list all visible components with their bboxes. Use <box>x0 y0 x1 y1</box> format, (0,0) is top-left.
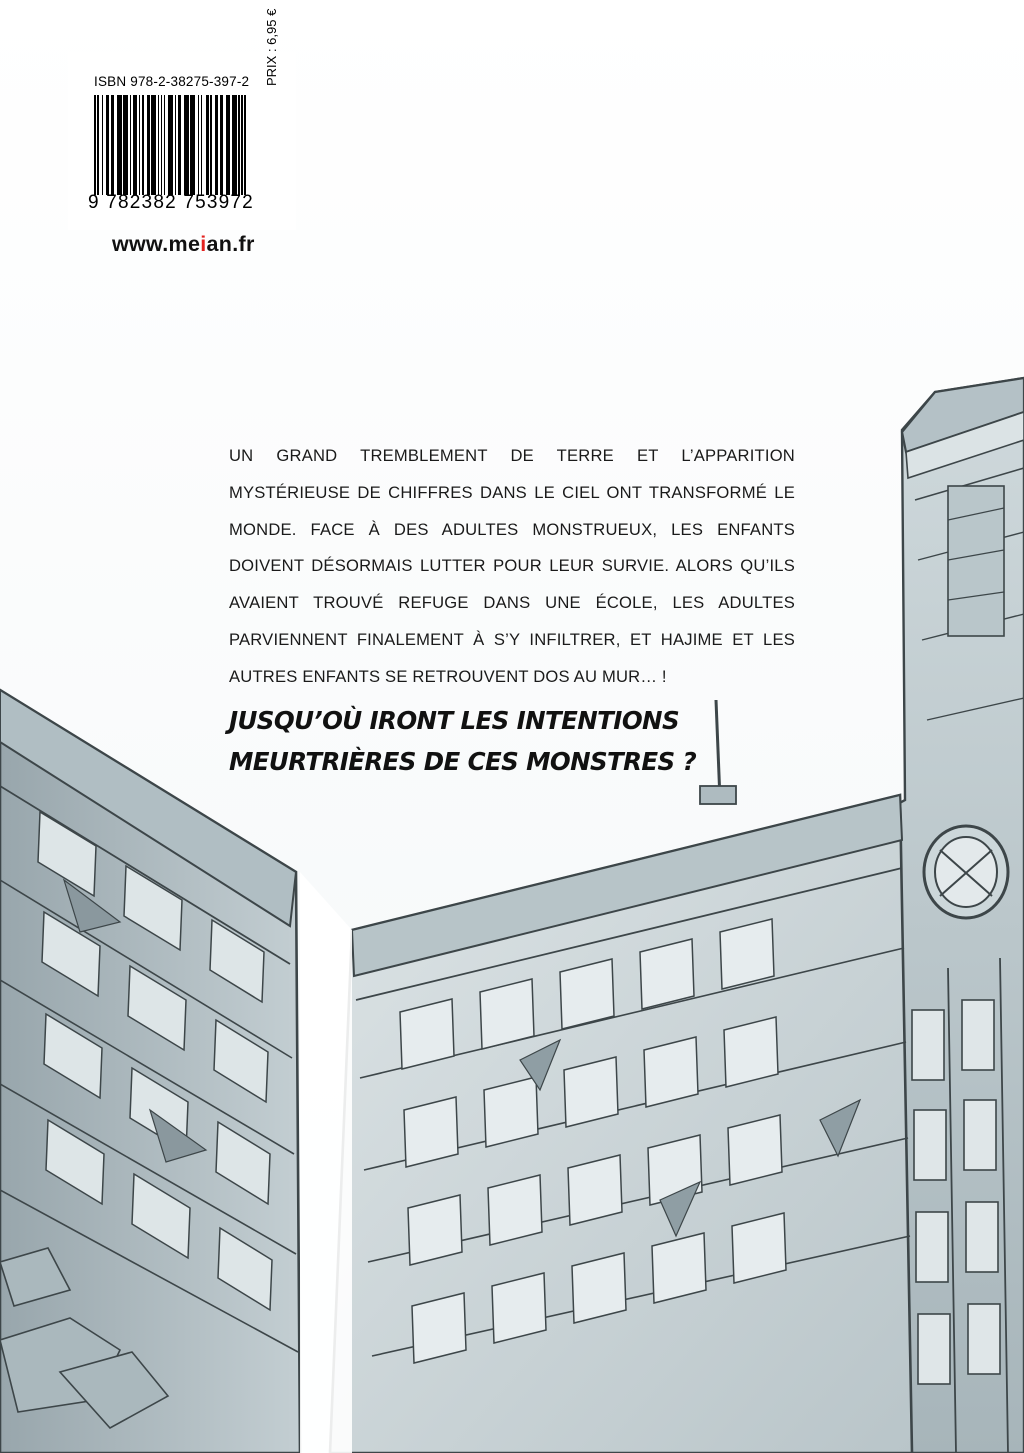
website-prefix: www.me <box>112 232 201 256</box>
price-label: PRIX : 6,95 € <box>264 8 279 86</box>
barcode-digits: 9 782382 753972 <box>88 192 254 213</box>
barcode-block <box>68 8 296 230</box>
blurb-text: UN GRAND TREMBLEMENT DE TERRE ET L’APPARITION MYSTÉRIEUSE DE CHIFFRES DANS LE CIEL ONT TRANSFORMÉ LE MONDE. FACE À DES ADULTES MONSTRUEUX, LES ENFANTS DOIVENT DÉSORMAIS LUTTER POUR LEUR SURVIE. ALORS QU’ILS AVAIENT TROUVÉ REFUGE DANS UNE ÉCOLE, LES ADULTES PARVIENNENT FINALEMENT À S’Y INFILTRER, ET HAJIME ET LES AUTRES ENFANTS SE RETROUVENT DOS AU MUR… ! <box>229 446 795 686</box>
blurb-block <box>229 438 795 696</box>
website-accent-letter: i <box>200 232 207 256</box>
isbn-label: ISBN 978-2-38275-397-2 <box>94 74 250 89</box>
website-suffix: an.fr <box>206 232 255 256</box>
publisher-website[interactable] <box>112 232 255 257</box>
barcode-bars <box>94 95 247 195</box>
tagline-text: JUSQU’OÙ IRONT LES INTENTIONS MEURTRIÈRES DE CES MONSTRES ? <box>229 706 697 776</box>
